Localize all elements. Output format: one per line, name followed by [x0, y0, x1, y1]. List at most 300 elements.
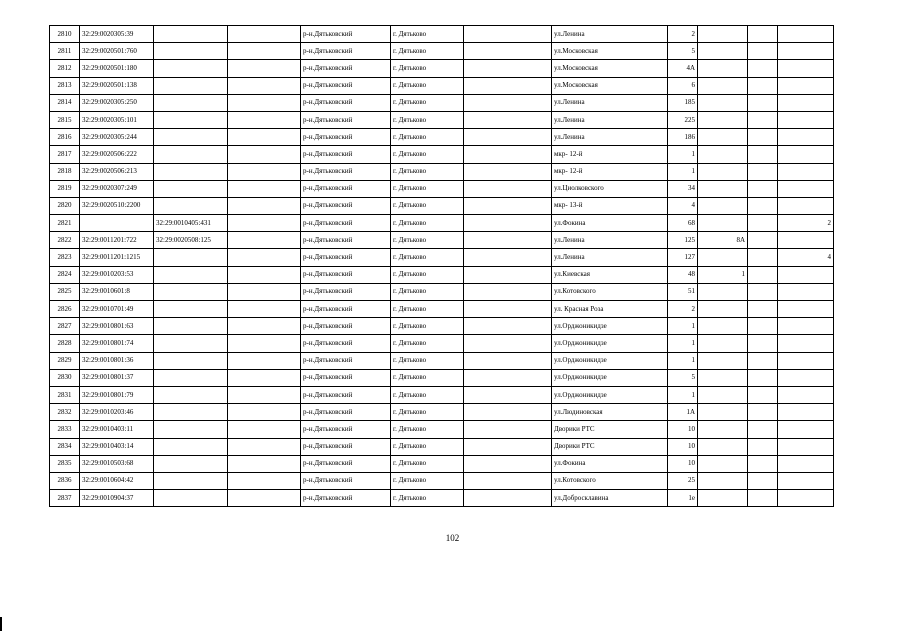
- town-cell: г. Дятьково: [391, 94, 464, 111]
- town-cell: г. Дятьково: [391, 352, 464, 369]
- building-cell: [698, 490, 748, 507]
- empty-cell: [464, 215, 552, 232]
- row-number: 2836: [50, 472, 80, 489]
- district-cell: р-н.Дятьковский: [301, 404, 391, 421]
- district-cell: р-н.Дятьковский: [301, 472, 391, 489]
- extra-cell-2: [748, 249, 778, 266]
- table-row: [50, 421, 834, 438]
- table-row: [50, 249, 834, 266]
- town-cell: г. Дятьково: [391, 438, 464, 455]
- empty-cell: [464, 404, 552, 421]
- apartment-cell: [778, 111, 834, 128]
- table-row: [50, 163, 834, 180]
- district-cell: р-н.Дятьковский: [301, 26, 391, 43]
- extra-cell: [228, 129, 301, 146]
- empty-cell: [464, 335, 552, 352]
- cadastral-number: 32:29:0010604:42: [80, 472, 154, 489]
- row-number: 2819: [50, 180, 80, 197]
- cadastral-number-alt: [154, 43, 228, 60]
- town-cell: г. Дятьково: [391, 129, 464, 146]
- cadastral-number: [80, 215, 154, 232]
- table-row: [50, 318, 834, 335]
- cadastral-number: 32:29:0010904:37: [80, 490, 154, 507]
- cadastral-number: 32:29:0020501:760: [80, 43, 154, 60]
- building-cell: [698, 386, 748, 403]
- extra-cell: [228, 180, 301, 197]
- street-cell: ул.Орджоникидзе: [552, 386, 668, 403]
- extra-cell: [228, 318, 301, 335]
- town-cell: г. Дятьково: [391, 335, 464, 352]
- street-cell: ул.Московская: [552, 60, 668, 77]
- row-number: 2834: [50, 438, 80, 455]
- district-cell: р-н.Дятьковский: [301, 43, 391, 60]
- cadastral-number-alt: [154, 129, 228, 146]
- cadastral-number-alt: [154, 94, 228, 111]
- apartment-cell: [778, 438, 834, 455]
- extra-cell: [228, 421, 301, 438]
- empty-cell: [464, 129, 552, 146]
- cadastral-number: 32:29:0020506:222: [80, 146, 154, 163]
- extra-cell: [228, 283, 301, 300]
- street-cell: ул.Орджоникидзе: [552, 369, 668, 386]
- apartment-cell: [778, 197, 834, 214]
- cadastral-number-alt: [154, 490, 228, 507]
- row-number: 2821: [50, 215, 80, 232]
- street-cell: мкр- 12-й: [552, 146, 668, 163]
- building-cell: [698, 180, 748, 197]
- extra-cell-2: [748, 60, 778, 77]
- cadastral-number: 32:29:0020305:250: [80, 94, 154, 111]
- cadastral-number-alt: [154, 111, 228, 128]
- cadastral-number-alt: [154, 60, 228, 77]
- apartment-cell: [778, 26, 834, 43]
- cadastral-number-alt: [154, 26, 228, 43]
- town-cell: г. Дятьково: [391, 283, 464, 300]
- table-row: [50, 43, 834, 60]
- extra-cell-2: [748, 215, 778, 232]
- building-cell: [698, 472, 748, 489]
- extra-cell: [228, 232, 301, 249]
- cadastral-number: 32:29:0020506:213: [80, 163, 154, 180]
- town-cell: г. Дятьково: [391, 77, 464, 94]
- street-cell: ул.Ленина: [552, 94, 668, 111]
- town-cell: г. Дятьково: [391, 472, 464, 489]
- apartment-cell: [778, 129, 834, 146]
- building-cell: 1: [698, 266, 748, 283]
- building-cell: [698, 301, 748, 318]
- row-number: 2810: [50, 26, 80, 43]
- cadastral-number-alt: [154, 266, 228, 283]
- district-cell: р-н.Дятьковский: [301, 94, 391, 111]
- town-cell: г. Дятьково: [391, 197, 464, 214]
- house-number-cell: 1: [668, 386, 698, 403]
- house-number-cell: 1А: [668, 404, 698, 421]
- district-cell: р-н.Дятьковский: [301, 129, 391, 146]
- extra-cell-2: [748, 455, 778, 472]
- extra-cell: [228, 60, 301, 77]
- extra-cell-2: [748, 352, 778, 369]
- cadastral-number-alt: [154, 386, 228, 403]
- building-cell: [698, 421, 748, 438]
- house-number-cell: 34: [668, 180, 698, 197]
- town-cell: г. Дятьково: [391, 369, 464, 386]
- town-cell: г. Дятьково: [391, 301, 464, 318]
- cadastral-number-alt: [154, 455, 228, 472]
- street-cell: мкр- 12-й: [552, 163, 668, 180]
- scan-edge-mark: [0, 617, 2, 631]
- empty-cell: [464, 472, 552, 489]
- empty-cell: [464, 249, 552, 266]
- page-number: 102: [445, 533, 460, 543]
- district-cell: р-н.Дятьковский: [301, 111, 391, 128]
- cadastral-number: 32:29:0011201:722: [80, 232, 154, 249]
- table-row: [50, 215, 834, 232]
- street-cell: ул.Ленина: [552, 232, 668, 249]
- house-number-cell: 1: [668, 146, 698, 163]
- building-cell: [698, 249, 748, 266]
- extra-cell: [228, 335, 301, 352]
- row-number: 2824: [50, 266, 80, 283]
- row-number: 2818: [50, 163, 80, 180]
- extra-cell: [228, 77, 301, 94]
- street-cell: ул.Ленина: [552, 129, 668, 146]
- cadastral-number-alt: [154, 283, 228, 300]
- row-number: 2822: [50, 232, 80, 249]
- extra-cell: [228, 94, 301, 111]
- town-cell: г. Дятьково: [391, 490, 464, 507]
- extra-cell: [228, 352, 301, 369]
- building-cell: [698, 94, 748, 111]
- district-cell: р-н.Дятьковский: [301, 266, 391, 283]
- house-number-cell: 10: [668, 438, 698, 455]
- street-cell: ул. Красная Роза: [552, 301, 668, 318]
- table-row: [50, 197, 834, 214]
- empty-cell: [464, 455, 552, 472]
- district-cell: р-н.Дятьковский: [301, 232, 391, 249]
- table-row: [50, 180, 834, 197]
- district-cell: р-н.Дятьковский: [301, 180, 391, 197]
- empty-cell: [464, 180, 552, 197]
- cadastral-number-alt: [154, 335, 228, 352]
- table-row: [50, 352, 834, 369]
- district-cell: р-н.Дятьковский: [301, 318, 391, 335]
- cadastral-number-alt: [154, 180, 228, 197]
- cadastral-number-alt: [154, 318, 228, 335]
- table-row: [50, 455, 834, 472]
- extra-cell-2: [748, 301, 778, 318]
- extra-cell: [228, 438, 301, 455]
- extra-cell: [228, 43, 301, 60]
- building-cell: [698, 283, 748, 300]
- empty-cell: [464, 352, 552, 369]
- cadastral-number-alt: [154, 163, 228, 180]
- house-number-cell: 125: [668, 232, 698, 249]
- apartment-cell: [778, 352, 834, 369]
- district-cell: р-н.Дятьковский: [301, 77, 391, 94]
- apartment-cell: [778, 77, 834, 94]
- cadastral-number: 32:29:0020501:180: [80, 60, 154, 77]
- cadastral-number-alt: [154, 249, 228, 266]
- town-cell: г. Дятьково: [391, 249, 464, 266]
- district-cell: р-н.Дятьковский: [301, 146, 391, 163]
- apartment-cell: [778, 163, 834, 180]
- extra-cell-2: [748, 283, 778, 300]
- street-cell: ул.Московская: [552, 43, 668, 60]
- extra-cell: [228, 197, 301, 214]
- building-cell: [698, 146, 748, 163]
- cadastral-number-alt: [154, 421, 228, 438]
- street-cell: мкр- 13-й: [552, 197, 668, 214]
- extra-cell: [228, 215, 301, 232]
- building-cell: [698, 77, 748, 94]
- district-cell: р-н.Дятьковский: [301, 369, 391, 386]
- extra-cell: [228, 26, 301, 43]
- cadastral-number: 32:29:0020305:244: [80, 129, 154, 146]
- empty-cell: [464, 197, 552, 214]
- cadastral-number: 32:29:0010601:8: [80, 283, 154, 300]
- apartment-cell: [778, 60, 834, 77]
- extra-cell-2: [748, 421, 778, 438]
- empty-cell: [464, 163, 552, 180]
- table-row: [50, 335, 834, 352]
- house-number-cell: 2: [668, 301, 698, 318]
- house-number-cell: 225: [668, 111, 698, 128]
- town-cell: г. Дятьково: [391, 43, 464, 60]
- extra-cell-2: [748, 386, 778, 403]
- empty-cell: [464, 60, 552, 77]
- house-number-cell: 51: [668, 283, 698, 300]
- cadastral-number: 32:29:0010801:79: [80, 386, 154, 403]
- house-number-cell: 1: [668, 318, 698, 335]
- row-number: 2832: [50, 404, 80, 421]
- extra-cell: [228, 249, 301, 266]
- table-row: [50, 60, 834, 77]
- extra-cell: [228, 404, 301, 421]
- table-row: [50, 232, 834, 249]
- district-cell: р-н.Дятьковский: [301, 438, 391, 455]
- cadastral-number-alt: [154, 77, 228, 94]
- cadastral-number: 32:29:0020501:138: [80, 77, 154, 94]
- empty-cell: [464, 266, 552, 283]
- extra-cell-2: [748, 180, 778, 197]
- street-cell: ул.Добросклавина: [552, 490, 668, 507]
- building-cell: [698, 352, 748, 369]
- extra-cell-2: [748, 490, 778, 507]
- table-row: [50, 146, 834, 163]
- building-cell: [698, 335, 748, 352]
- town-cell: г. Дятьково: [391, 318, 464, 335]
- empty-cell: [464, 43, 552, 60]
- street-cell: Дворики РТС: [552, 421, 668, 438]
- town-cell: г. Дятьково: [391, 266, 464, 283]
- row-number: 2826: [50, 301, 80, 318]
- table-row: [50, 77, 834, 94]
- extra-cell-2: [748, 129, 778, 146]
- town-cell: г. Дятьково: [391, 111, 464, 128]
- apartment-cell: [778, 490, 834, 507]
- cadastral-number: 32:29:0020510:2200: [80, 197, 154, 214]
- row-number: 2817: [50, 146, 80, 163]
- district-cell: р-н.Дятьковский: [301, 60, 391, 77]
- extra-cell: [228, 386, 301, 403]
- building-cell: [698, 369, 748, 386]
- district-cell: р-н.Дятьковский: [301, 249, 391, 266]
- town-cell: г. Дятьково: [391, 146, 464, 163]
- apartment-cell: [778, 386, 834, 403]
- district-cell: р-н.Дятьковский: [301, 197, 391, 214]
- street-cell: ул.Ленина: [552, 111, 668, 128]
- property-register-table: [49, 25, 834, 507]
- empty-cell: [464, 301, 552, 318]
- building-cell: [698, 26, 748, 43]
- cadastral-number: 32:29:0010801:36: [80, 352, 154, 369]
- house-number-cell: 127: [668, 249, 698, 266]
- empty-cell: [464, 386, 552, 403]
- apartment-cell: [778, 472, 834, 489]
- house-number-cell: 10: [668, 421, 698, 438]
- table-row: [50, 129, 834, 146]
- row-number: 2811: [50, 43, 80, 60]
- cadastral-number-alt: [154, 352, 228, 369]
- district-cell: р-н.Дятьковский: [301, 352, 391, 369]
- cadastral-number: 32:29:0010403:11: [80, 421, 154, 438]
- cadastral-number-alt: [154, 438, 228, 455]
- building-cell: 8А: [698, 232, 748, 249]
- row-number: 2835: [50, 455, 80, 472]
- street-cell: ул.Орджоникидзе: [552, 352, 668, 369]
- extra-cell: [228, 301, 301, 318]
- cadastral-number: 32:29:0010203:46: [80, 404, 154, 421]
- extra-cell-2: [748, 369, 778, 386]
- extra-cell-2: [748, 26, 778, 43]
- district-cell: р-н.Дятьковский: [301, 335, 391, 352]
- row-number: 2814: [50, 94, 80, 111]
- town-cell: г. Дятьково: [391, 232, 464, 249]
- extra-cell-2: [748, 472, 778, 489]
- street-cell: ул.Московская: [552, 77, 668, 94]
- building-cell: [698, 163, 748, 180]
- extra-cell-2: [748, 335, 778, 352]
- cadastral-number: 32:29:0010701:49: [80, 301, 154, 318]
- cadastral-number: 32:29:0010403:14: [80, 438, 154, 455]
- town-cell: г. Дятьково: [391, 163, 464, 180]
- row-number: 2816: [50, 129, 80, 146]
- row-number: 2812: [50, 60, 80, 77]
- empty-cell: [464, 421, 552, 438]
- table-row: [50, 490, 834, 507]
- district-cell: р-н.Дятьковский: [301, 490, 391, 507]
- house-number-cell: 1: [668, 352, 698, 369]
- row-number: 2825: [50, 283, 80, 300]
- street-cell: Дворики РТС: [552, 438, 668, 455]
- row-number: 2829: [50, 352, 80, 369]
- table-row: [50, 111, 834, 128]
- row-number: 2827: [50, 318, 80, 335]
- cadastral-number-alt: 32:29:0020508:125: [154, 232, 228, 249]
- cadastral-number-alt: [154, 301, 228, 318]
- street-cell: ул.Орджоникидзе: [552, 318, 668, 335]
- table-row: [50, 404, 834, 421]
- row-number: 2833: [50, 421, 80, 438]
- district-cell: р-н.Дятьковский: [301, 386, 391, 403]
- building-cell: [698, 43, 748, 60]
- house-number-cell: 48: [668, 266, 698, 283]
- extra-cell-2: [748, 404, 778, 421]
- street-cell: ул.Фокина: [552, 455, 668, 472]
- street-cell: ул.Киевская: [552, 266, 668, 283]
- apartment-cell: [778, 404, 834, 421]
- table-row: [50, 386, 834, 403]
- cadastral-number-alt: [154, 404, 228, 421]
- cadastral-number: 32:29:0010203:53: [80, 266, 154, 283]
- town-cell: г. Дятьково: [391, 404, 464, 421]
- district-cell: р-н.Дятьковский: [301, 421, 391, 438]
- cadastral-number: 32:29:0020307:249: [80, 180, 154, 197]
- extra-cell: [228, 455, 301, 472]
- town-cell: г. Дятьково: [391, 421, 464, 438]
- house-number-cell: 25: [668, 472, 698, 489]
- empty-cell: [464, 111, 552, 128]
- extra-cell: [228, 111, 301, 128]
- extra-cell: [228, 266, 301, 283]
- extra-cell: [228, 163, 301, 180]
- row-number: 2837: [50, 490, 80, 507]
- empty-cell: [464, 283, 552, 300]
- row-number: 2831: [50, 386, 80, 403]
- house-number-cell: 1е: [668, 490, 698, 507]
- apartment-cell: [778, 180, 834, 197]
- house-number-cell: 4А: [668, 60, 698, 77]
- row-number: 2830: [50, 369, 80, 386]
- apartment-cell: [778, 335, 834, 352]
- street-cell: ул.Котовского: [552, 283, 668, 300]
- building-cell: [698, 438, 748, 455]
- extra-cell-2: [748, 163, 778, 180]
- row-number: 2820: [50, 197, 80, 214]
- apartment-cell: [778, 455, 834, 472]
- cadastral-number-alt: [154, 369, 228, 386]
- house-number-cell: 185: [668, 94, 698, 111]
- cadastral-number-alt: 32:29:0010405:431: [154, 215, 228, 232]
- district-cell: р-н.Дятьковский: [301, 283, 391, 300]
- extra-cell-2: [748, 197, 778, 214]
- house-number-cell: 1: [668, 163, 698, 180]
- apartment-cell: 4: [778, 249, 834, 266]
- extra-cell-2: [748, 438, 778, 455]
- table-row: [50, 26, 834, 43]
- district-cell: р-н.Дятьковский: [301, 455, 391, 472]
- building-cell: [698, 404, 748, 421]
- house-number-cell: 6: [668, 77, 698, 94]
- cadastral-number-alt: [154, 146, 228, 163]
- town-cell: г. Дятьково: [391, 60, 464, 77]
- building-cell: [698, 111, 748, 128]
- apartment-cell: [778, 146, 834, 163]
- cadastral-number: 32:29:0020305:101: [80, 111, 154, 128]
- street-cell: ул.Людиновская: [552, 404, 668, 421]
- extra-cell-2: [748, 232, 778, 249]
- extra-cell-2: [748, 77, 778, 94]
- district-cell: р-н.Дятьковский: [301, 215, 391, 232]
- house-number-cell: 5: [668, 369, 698, 386]
- building-cell: [698, 318, 748, 335]
- apartment-cell: [778, 301, 834, 318]
- street-cell: ул.Орджоникидзе: [552, 335, 668, 352]
- cadastral-number: 32:29:0011201:1215: [80, 249, 154, 266]
- house-number-cell: 10: [668, 455, 698, 472]
- cadastral-number: 32:29:0020305:39: [80, 26, 154, 43]
- cadastral-number: 32:29:0010503:68: [80, 455, 154, 472]
